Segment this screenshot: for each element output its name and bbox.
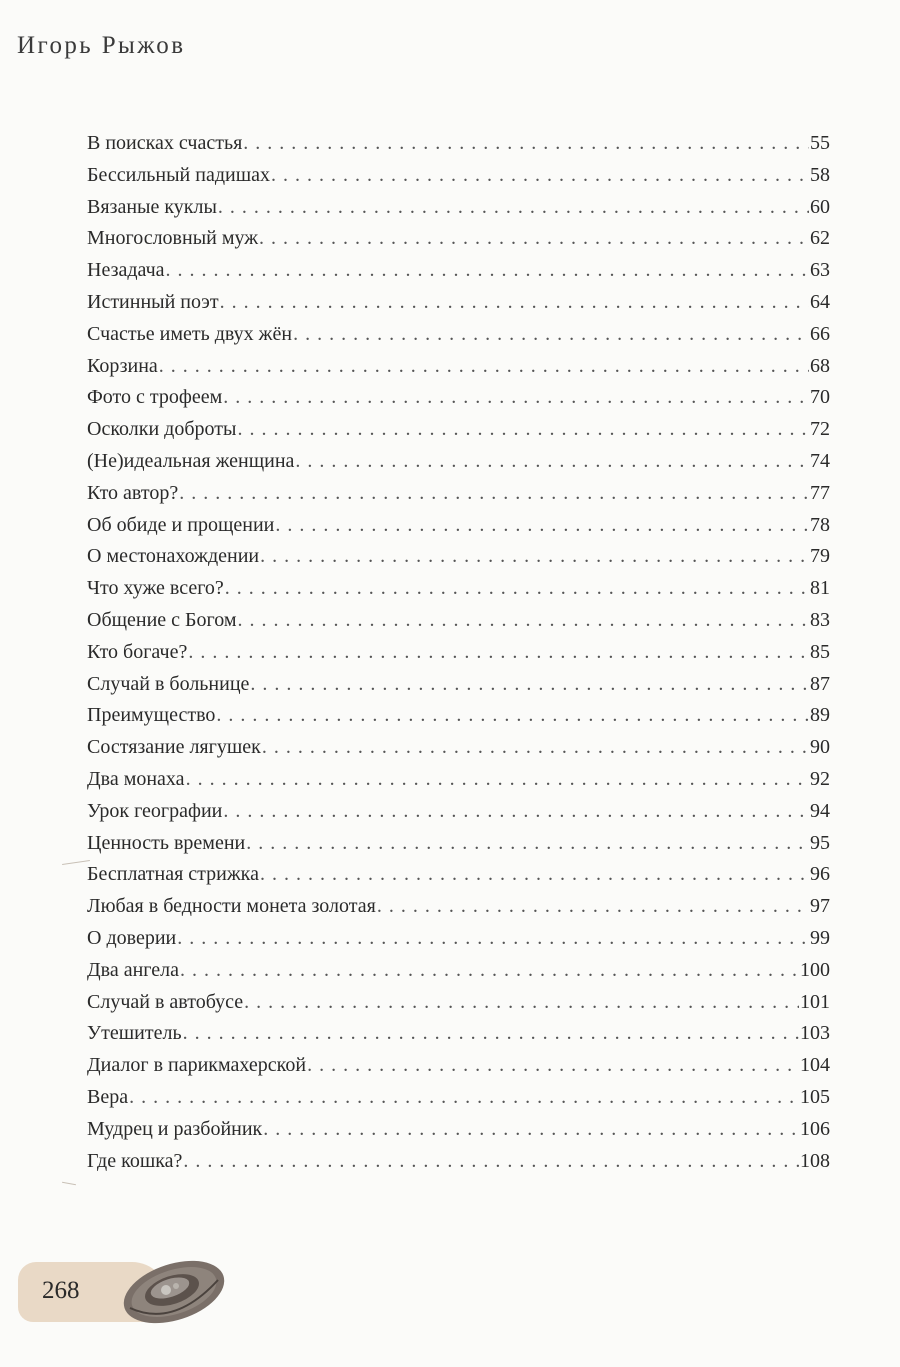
- toc-dot-leader: [237, 414, 809, 446]
- toc-entry-page: 83: [810, 608, 830, 631]
- toc-entry: [87, 382, 830, 414]
- toc-entry: [87, 192, 830, 224]
- toc-entry: [87, 1082, 830, 1114]
- toc-dot-leader: [238, 605, 809, 637]
- toc-dot-leader: [377, 891, 809, 923]
- toc-entry: [87, 223, 830, 255]
- toc-entry-title: Счастье иметь двух жён: [87, 322, 293, 345]
- toc-entry-page: 60: [810, 195, 830, 218]
- toc-entry-title: Два монаха: [87, 767, 185, 790]
- toc-entry: [87, 1146, 830, 1178]
- toc-entry: [87, 700, 830, 732]
- toc-entry-title: Урок географии: [87, 799, 223, 822]
- page-number: 268: [42, 1277, 80, 1304]
- toc-dot-leader: [250, 669, 809, 701]
- toc-entry: [87, 160, 830, 192]
- toc-dot-leader: [179, 478, 809, 510]
- toc-entry-title: Бесплатная стрижка: [87, 863, 259, 886]
- toc-entry-title: Случай в автобусе: [87, 990, 244, 1013]
- toc-entry: [87, 1018, 830, 1050]
- toc-entry-title: Утешитель: [87, 1022, 182, 1045]
- toc-dot-leader: [129, 1082, 799, 1114]
- toc-entry-title: Осколки доброты: [87, 418, 237, 441]
- toc-entry-title: Преимущество: [87, 704, 216, 727]
- toc-entry: [87, 255, 830, 287]
- toc-entry-title: Истинный поэт: [87, 290, 219, 313]
- toc-dot-leader: [216, 700, 809, 732]
- toc-entry: [87, 128, 830, 160]
- toc-entry-page: 95: [810, 831, 830, 854]
- toc-entry-title: Общение с Богом: [87, 608, 237, 631]
- toc-entry-page: 77: [810, 481, 830, 504]
- toc-entry: [87, 510, 830, 542]
- toc-entry-page: 106: [800, 1117, 830, 1140]
- toc-entry-title: В поисках счастья: [87, 132, 243, 154]
- toc-dot-leader: [183, 1146, 799, 1178]
- decorative-stroke: [62, 1182, 76, 1185]
- toc-entry: [87, 287, 830, 319]
- toc-dot-leader: [244, 987, 799, 1019]
- running-head-author: Игорь Рыжов: [17, 32, 186, 59]
- toc-entry: [87, 573, 830, 605]
- toc-entry: [87, 1050, 830, 1082]
- toc-entry-page: 81: [810, 577, 830, 600]
- toc-entry-page: 85: [810, 640, 830, 663]
- toc-entry-page: 79: [810, 545, 830, 568]
- toc-dot-leader: [259, 223, 809, 255]
- toc-entry-page: 103: [800, 1022, 830, 1045]
- toc-entry: [87, 796, 830, 828]
- toc-entry-title: Вязаные куклы: [87, 195, 217, 218]
- toc-dot-leader: [262, 732, 809, 764]
- toc-entry-title: Два ангела: [87, 958, 179, 981]
- toc-entry: [87, 446, 830, 478]
- toc-entry-title: Любая в бедности монета золотая: [87, 895, 376, 918]
- toc-dot-leader: [307, 1050, 799, 1082]
- toc-dot-leader: [246, 828, 809, 860]
- toc-entry: [87, 541, 830, 573]
- toc-entry-title: О местонахождении: [87, 545, 260, 568]
- toc-entry-page: 105: [800, 1085, 830, 1108]
- toc-dot-leader: [180, 955, 799, 987]
- toc-entry-title: Где кошка?: [87, 1149, 183, 1172]
- toc-entry: [87, 351, 830, 383]
- toc-dot-leader: [225, 573, 809, 605]
- toc-entry: [87, 732, 830, 764]
- toc-entry: [87, 414, 830, 446]
- toc-entry-page: 104: [800, 1054, 830, 1077]
- toc-entry-title: Мудрец и разбойник: [87, 1117, 263, 1140]
- toc-entry: [87, 319, 830, 351]
- toc-dot-leader: [275, 510, 809, 542]
- toc-entry-title: Корзина: [87, 354, 158, 377]
- toc-entry: [87, 987, 830, 1019]
- toc-entry-page: 74: [810, 449, 830, 472]
- toc-dot-leader: [271, 160, 809, 192]
- toc-entry-title: Об обиде и прощении: [87, 513, 275, 536]
- toc-entry-page: 63: [810, 259, 830, 282]
- toc-dot-leader: [223, 796, 809, 828]
- toc-entry-page: 66: [810, 322, 830, 345]
- toc-dot-leader: [220, 287, 809, 319]
- toc-entry: [87, 859, 830, 891]
- toc-dot-leader: [177, 923, 809, 955]
- decorative-stroke: [62, 860, 90, 865]
- toc-dot-leader: [223, 382, 809, 414]
- toc-entry: [87, 955, 830, 987]
- toc-dot-leader: [260, 541, 809, 573]
- toc-dot-leader: [218, 192, 809, 224]
- toc-entry-title: Кто автор?: [87, 481, 179, 504]
- toc-entry-title: Ценность времени: [87, 831, 246, 854]
- toc-dot-leader: [166, 255, 809, 287]
- toc-entry-title: Состязание лягушек: [87, 736, 261, 759]
- toc-entry-page: 62: [810, 227, 830, 250]
- toc-entry: [87, 478, 830, 510]
- toc-dot-leader: [295, 446, 809, 478]
- toc-entry-page: 96: [810, 863, 830, 886]
- toc-entry-page: 68: [810, 354, 830, 377]
- toc-dot-leader: [263, 1114, 799, 1146]
- toc-entry: [87, 605, 830, 637]
- toc-entry-title: Бессильный падишах: [87, 163, 270, 186]
- toc-entry: [87, 828, 830, 860]
- toc-entry-page: 97: [810, 895, 830, 918]
- toc-entry-page: 99: [810, 926, 830, 949]
- toc-entry-page: 55: [810, 132, 830, 154]
- toc-entry-title: Что хуже всего?: [87, 577, 224, 600]
- toc-entry-title: Вера: [87, 1085, 129, 1108]
- toc-dot-leader: [243, 128, 809, 160]
- toc-entry: [87, 891, 830, 923]
- toc-entry-page: 92: [810, 767, 830, 790]
- toc-entry-page: 78: [810, 513, 830, 536]
- toc-dot-leader: [159, 351, 809, 383]
- toc-entry-page: 89: [810, 704, 830, 727]
- table-of-contents: [87, 128, 830, 1177]
- toc-entry-page: 100: [800, 958, 830, 981]
- page-folio: [18, 1250, 233, 1330]
- toc-entry-title: (Не)идеальная женщина: [87, 449, 295, 472]
- hat-icon: [114, 1250, 234, 1330]
- toc-entry: [87, 669, 830, 701]
- toc-entry-page: 87: [810, 672, 830, 695]
- toc-dot-leader: [186, 764, 809, 796]
- toc-entry-page: 90: [810, 736, 830, 759]
- toc-entry: [87, 764, 830, 796]
- toc-dot-leader: [293, 319, 809, 351]
- toc-entry-page: 94: [810, 799, 830, 822]
- toc-entry-page: 58: [810, 163, 830, 186]
- toc-dot-leader: [188, 637, 809, 669]
- toc-entry-page: 72: [810, 418, 830, 441]
- toc-dot-leader: [183, 1018, 799, 1050]
- toc-entry-title: Незадача: [87, 259, 165, 282]
- toc-entry-title: О доверии: [87, 926, 177, 949]
- toc-entry-page: 108: [800, 1149, 830, 1172]
- toc-entry-title: Многословный муж: [87, 227, 259, 250]
- toc-entry: [87, 637, 830, 669]
- toc-entry: [87, 1114, 830, 1146]
- toc-entry-title: Диалог в парикмахерской: [87, 1054, 307, 1077]
- toc-entry-title: Случай в больнице: [87, 672, 250, 695]
- toc-entry-page: 101: [800, 990, 830, 1013]
- toc-entry-page: 70: [810, 386, 830, 409]
- toc-entry-page: 64: [810, 290, 830, 313]
- toc-entry-title: Кто богаче?: [87, 640, 188, 663]
- toc-entry-title: Фото с трофеем: [87, 386, 223, 409]
- toc-entry: [87, 923, 830, 955]
- toc-dot-leader: [260, 859, 809, 891]
